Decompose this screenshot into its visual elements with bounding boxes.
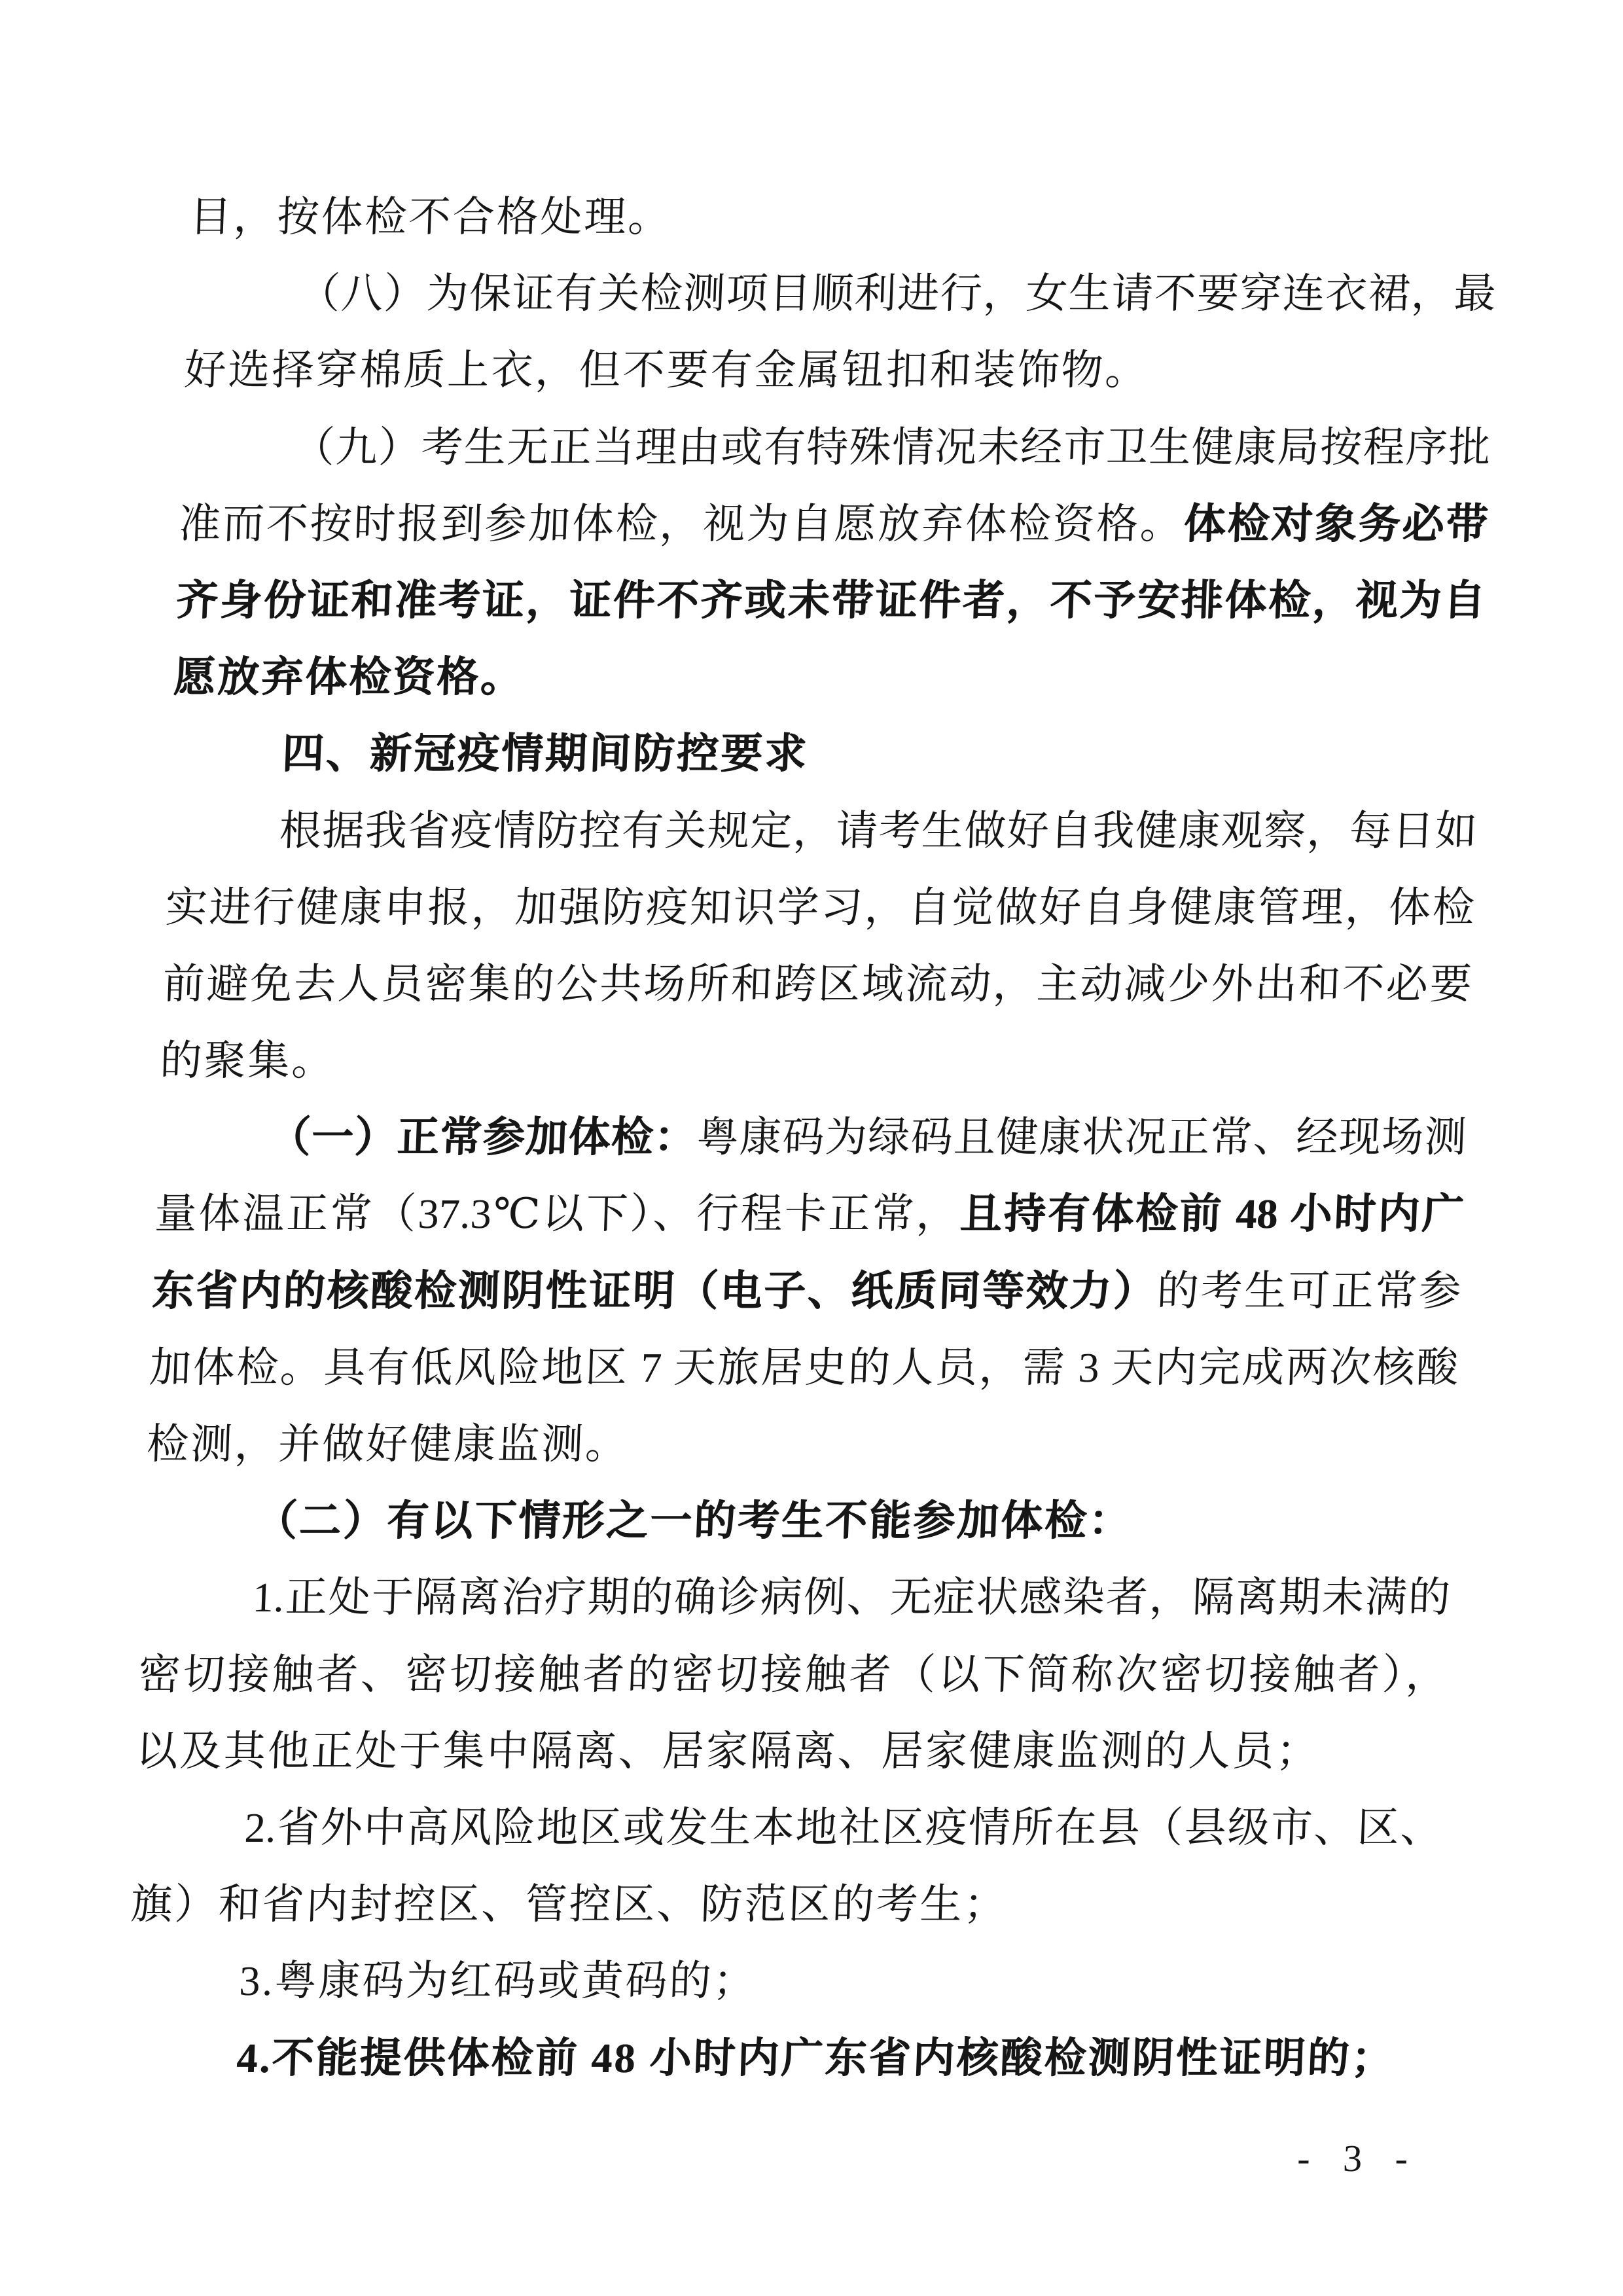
text-segment: 以及其他正处于集中隔离、居家隔离、居家健康监测的人员；: [135, 1727, 1321, 1774]
text-body: [124, 179, 1499, 2096]
text-segment-bold: 4.不能提供体检前 48 小时内广东省内核酸检测阴性证明的；: [236, 2034, 1396, 2081]
page-number: - 3 -: [1296, 2137, 1421, 2179]
text-segment: 旗）和省内封控区、管控区、防范区的考生；: [130, 1881, 1008, 1928]
text-line: [180, 409, 1491, 486]
text-line: [143, 1482, 1454, 1559]
text-segment: 加体检。具有低风险地区 7 天旅居史的人员，需 3 天内完成两次核酸: [149, 1344, 1459, 1391]
text-line: [186, 255, 1497, 332]
text-segment: 的考生可正常参: [1156, 1267, 1462, 1314]
text-segment-bold: 四、新冠疫情期间防控要求: [281, 730, 810, 778]
text-line: [188, 179, 1500, 255]
text-line: [183, 332, 1494, 408]
text-line: [151, 1253, 1462, 1329]
text-segment: 实进行健康申报，加强防疫知识学习，自觉做好自身健康管理，体检: [164, 884, 1476, 931]
text-segment: （九）考生无正当理由或有特殊情况未经市卫生健康局按程序批: [292, 423, 1491, 471]
text-segment-bold: （一）正常参加体检：: [268, 1114, 698, 1161]
text-segment-bold: 且持有体检前 48 小时内广: [959, 1191, 1465, 1238]
text-line: [137, 1636, 1449, 1713]
text-line: [162, 946, 1473, 1022]
text-segment-bold: （二）有以下情形之一的考生不能参加体检：: [254, 1498, 1133, 1545]
text-segment: 前避免去人员密集的公共场所和跨区域流动，主动减少外出和不必要: [162, 960, 1472, 1007]
text-segment: 的聚集。: [159, 1037, 336, 1085]
text-line: [159, 1022, 1471, 1099]
text-segment: （八）为保证有关检测项目顺利进行，女生请不要穿连衣裙，最: [297, 270, 1497, 317]
text-segment: 目，按体检不合格处理。: [188, 194, 673, 240]
text-line: [140, 1559, 1452, 1636]
text-line: [156, 1099, 1468, 1175]
text-segment: 1.正处于隔离治疗期的确诊病例、无症状感染者，隔离期未满的: [251, 1574, 1452, 1621]
text-segment-bold: 体检对象务必带: [1183, 500, 1489, 547]
text-segment: 粤康码为绿码且健康状况正常、经现场测: [696, 1114, 1467, 1161]
text-line: [124, 2020, 1435, 2096]
text-segment: 好选择穿棉质上衣，但不要有金属钮扣和装饰物。: [183, 347, 1150, 394]
text-line: [175, 562, 1486, 639]
text-segment-bold: 愿放弃体检资格。: [172, 654, 526, 701]
text-segment-bold: 齐身份证和准考证，证件不齐或未带证件者，不予安排体检，视为自: [175, 577, 1486, 624]
text-segment-bold: 东省内的核酸检测阴性证明（电子、纸质同等效力）: [151, 1267, 1158, 1314]
text-line: [135, 1713, 1446, 1789]
text-segment: 检测，并做好健康监测。: [145, 1421, 630, 1467]
text-line: [172, 639, 1484, 715]
text-line: [167, 793, 1478, 869]
text-line: [177, 486, 1489, 562]
text-segment: 根据我省疫情防控有关规定，请考生做好自我健康观察，每日如: [278, 807, 1478, 854]
text-segment: 2.省外中高风险地区或发生本地社区疫情所在县（县级市、区、: [243, 1804, 1443, 1851]
text-line: [145, 1406, 1457, 1482]
text-segment: 密切接触者、密切接触者的密切接触者（以下简称次密切接触者），: [137, 1651, 1449, 1698]
text-line: [130, 1866, 1441, 1943]
text-line: [164, 869, 1476, 946]
text-segment: 3.粤康码为红码或黄码的；: [238, 1958, 758, 2005]
text-line: [153, 1175, 1465, 1252]
text-line: [169, 715, 1481, 792]
text-line: [148, 1329, 1459, 1406]
text-segment: 量体温正常（37.3℃以下）、行程卡正常，: [154, 1191, 961, 1238]
text-line: [127, 1943, 1438, 2019]
text-segment: 准而不按时报到参加体检，视为自愿放弃体检资格。: [178, 500, 1185, 547]
text-line: [132, 1789, 1444, 1866]
